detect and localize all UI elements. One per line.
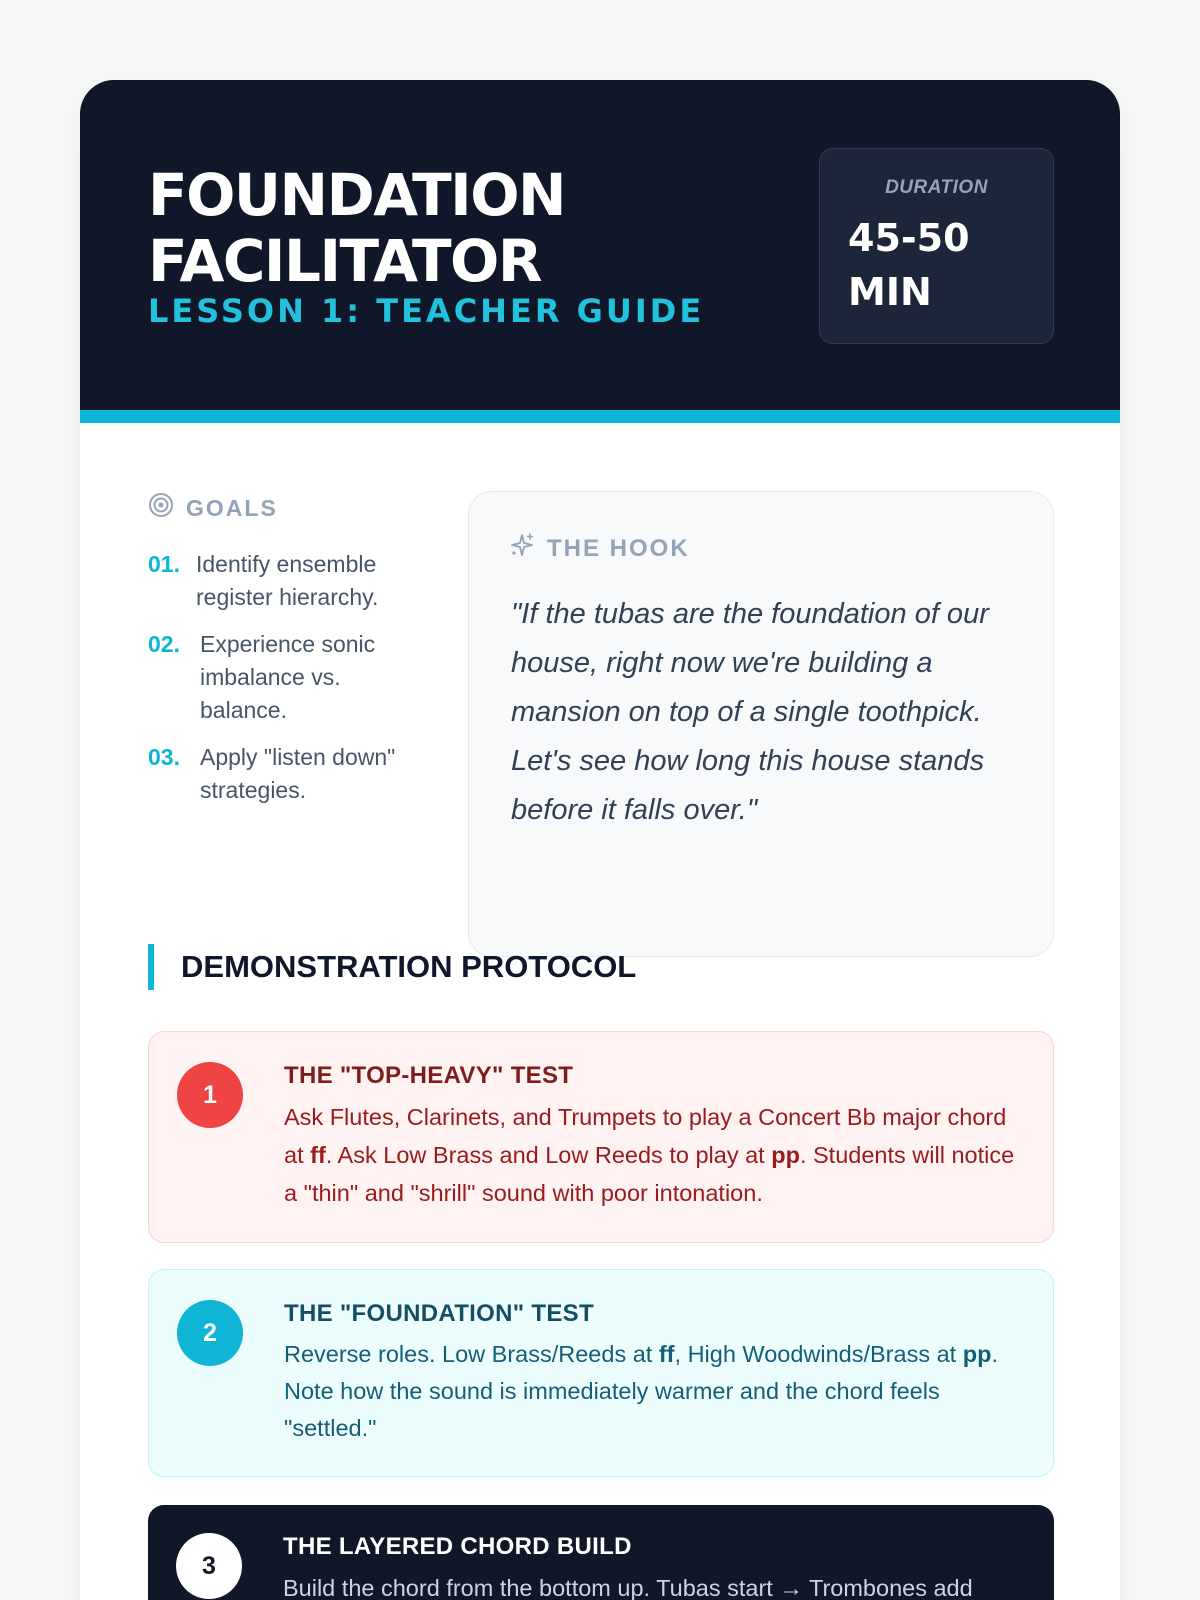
goal-item xyxy=(148,741,418,807)
duration-value-line-2: MIN xyxy=(848,270,932,314)
header xyxy=(80,80,1120,423)
dynamic-marking: pp xyxy=(962,1341,992,1367)
duration-label: DURATION xyxy=(885,177,988,198)
duration-value xyxy=(848,211,1038,319)
goal-text: Apply "listen down" strategies. xyxy=(200,744,396,803)
goal-text: Identify ensemble register hierarchy. xyxy=(196,551,379,610)
step-number-badge: 3 xyxy=(176,1533,242,1599)
step-number-badge: 2 xyxy=(177,1300,243,1366)
dynamic-marking: ff xyxy=(310,1142,326,1168)
title-line-2: FACILITATOR xyxy=(148,227,542,295)
dynamic-marking: pp xyxy=(771,1142,800,1168)
step-body xyxy=(284,1336,1024,1447)
hook-quote: "If the tubas are the foundation of our house, right now we're building a mansion on top of a single toothpick. Let's see how long this house stands before it falls over." xyxy=(511,598,989,826)
goals-heading-label: GOALS xyxy=(186,494,278,521)
duration-box xyxy=(819,148,1054,344)
hook-heading-label: THE HOOK xyxy=(547,534,690,562)
step-body-text: Reverse roles. Low Brass/Reeds at xyxy=(284,1341,659,1367)
step-title: THE "FOUNDATION" TEST xyxy=(284,1300,594,1327)
goal-item xyxy=(148,548,418,614)
sparkles-icon xyxy=(509,532,535,565)
header-accent-bar xyxy=(80,410,1120,423)
step-body-text: , High Woodwinds/Brass at xyxy=(674,1341,963,1367)
step-card-1 xyxy=(148,1031,1054,1243)
step-body-text: . Note how the sound is immediately warmer and the chord feels "settled." xyxy=(284,1341,998,1441)
step-card-3 xyxy=(148,1505,1054,1600)
duration-value-line-1: 45-50 xyxy=(848,216,970,260)
step-body xyxy=(284,1098,1024,1212)
teacher-guide-card xyxy=(80,80,1120,1600)
goal-list xyxy=(148,548,418,821)
step-title: THE "TOP-HEAVY" TEST xyxy=(284,1062,574,1089)
goal-text: Experience sonic imbalance vs. balance. xyxy=(200,631,376,723)
step-number-badge: 1 xyxy=(177,1062,243,1128)
goal-number: 01. xyxy=(148,551,180,577)
title-line-1: FOUNDATION xyxy=(148,161,566,229)
step-body-text: . Ask Low Brass and Low Reeds to play at xyxy=(325,1142,772,1168)
step-body-text: Ask Flutes, Clarinets, and Trumpets to play a Concert Bb major chord at xyxy=(284,1104,1007,1168)
step-card-2 xyxy=(148,1269,1054,1477)
step-title: THE LAYERED CHORD BUILD xyxy=(283,1533,632,1560)
page-title xyxy=(148,162,668,294)
hook-heading xyxy=(509,532,690,565)
section-title-demonstration-protocol: DEMONSTRATION PROTOCOL xyxy=(148,944,636,990)
goal-number: 03. xyxy=(148,744,180,770)
lesson-subtitle: LESSON 1: TEACHER GUIDE xyxy=(148,292,705,330)
goal-number: 02. xyxy=(148,631,180,657)
step-body: Build the chord from the bottom up. Tubas start → Trombones add xyxy=(283,1575,973,1600)
target-icon xyxy=(148,492,174,524)
step-body-text: . Students will notice a "thin" and "shrill" sound with poor intonation. xyxy=(284,1142,1015,1206)
goals-heading xyxy=(148,492,278,524)
goal-item xyxy=(148,628,418,727)
hook-card xyxy=(468,491,1054,957)
dynamic-marking: ff xyxy=(658,1341,675,1367)
